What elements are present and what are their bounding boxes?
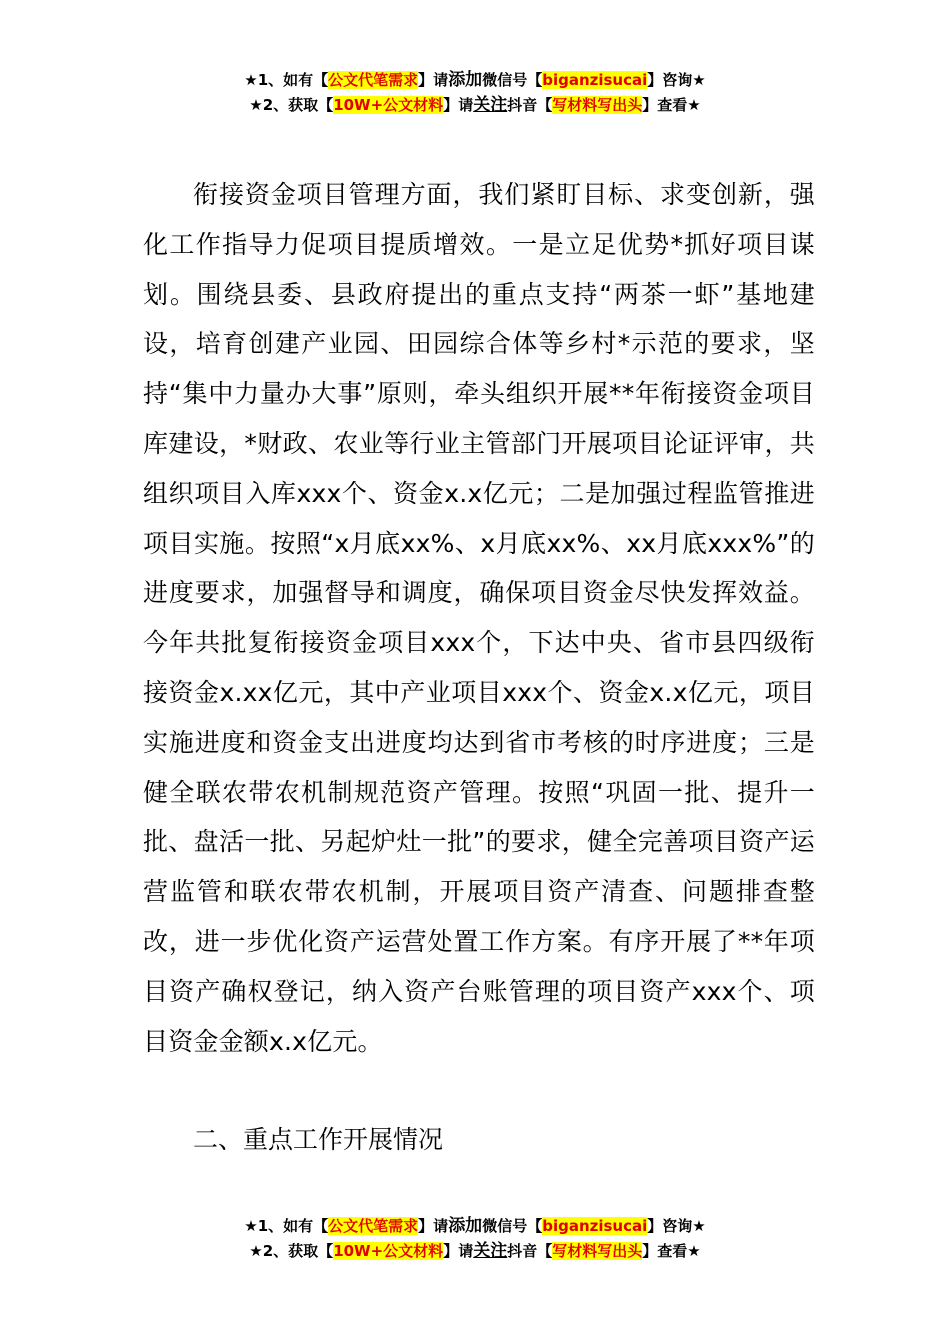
banner-text: 微信号【 bbox=[482, 71, 543, 89]
body-paragraph: 衔接资金项目管理方面，我们紧盯目标、求变创新，强化工作指导力促项目提质增效。一是立足优势*抓好项目谋划。围绕县委、县政府提出的重点支持“两茶一虾”基地建设，培育创建产业园、田园综合体等乡村*示范的要求，坚持“集中力量办大事”原则，牵头组织开展**年衔接资金项目库建设，*财政、农业等行业主管部门开展项目论证评审，共组织项目入库xxx个、资金x.x亿元；二是加强过程监管推进项目实施。按照“x月底xx%、x月底xx%、xx月底xxx%”的进度要求，加强督导和调度，确保项目资金尽快发挥效益。今年共批复衔接资金项目xxx个，下达中央、省市县四级衔接资金x.xx亿元，其中产业项目xxx个、资金x.x亿元，项目实施进度和资金支出进度均达到省市考核的时序进度；三是健全联农带农机制规范资产管理。按照“巩固一批、提升一批、盘活一批、另起炉灶一批”的要求，健全完善项目资产运营监管和联农带农机制，开展项目资产清查、问题排查整改，进一步优化资产运营处置工作方案。有序开展了**年项目资产确权登记，纳入资产台账管理的项目资产xxx个、项目资金金额x.x亿元。 bbox=[143, 180, 815, 1056]
banner-text: 】咨询★ bbox=[647, 1217, 706, 1235]
banner-text: 】请 bbox=[443, 1242, 474, 1260]
banner-text: ★2、获取【 bbox=[249, 1242, 334, 1260]
banner-emphasis: 关注 bbox=[473, 1241, 508, 1261]
document-body bbox=[143, 170, 815, 1066]
highlight-douyin: 写材料写出头 bbox=[552, 1242, 643, 1260]
banner-text: 】请 bbox=[443, 96, 474, 114]
banner-line-2 bbox=[0, 1239, 950, 1264]
highlight-materials: 10W+公文材料 bbox=[333, 96, 444, 114]
banner-text: ★2、获取【 bbox=[249, 96, 334, 114]
highlight-douyin: 写材料写出头 bbox=[552, 96, 643, 114]
banner-text: 】查看★ bbox=[642, 1242, 701, 1260]
banner-text: 抖音【 bbox=[507, 96, 553, 114]
banner-emphasis: 添加 bbox=[448, 70, 483, 90]
banner-text: 】查看★ bbox=[642, 96, 701, 114]
banner-text: 】咨询★ bbox=[647, 71, 706, 89]
banner-text: ★1、如有【 bbox=[244, 71, 329, 89]
banner-line-1 bbox=[0, 68, 950, 93]
highlight-wechat-id: biganzisucai bbox=[542, 71, 648, 89]
highlight-materials: 10W+公文材料 bbox=[333, 1242, 444, 1260]
banner-line-1 bbox=[0, 1214, 950, 1239]
banner-text: 微信号【 bbox=[482, 1217, 543, 1235]
footer-promo-banner bbox=[0, 1214, 950, 1264]
banner-text: 抖音【 bbox=[507, 1242, 553, 1260]
section-heading: 二、重点工作开展情况 bbox=[193, 1125, 444, 1154]
banner-text: ★1、如有【 bbox=[244, 1217, 329, 1235]
banner-emphasis: 关注 bbox=[473, 95, 508, 115]
banner-text: 】请 bbox=[418, 71, 449, 89]
highlight-wechat-id: biganzisucai bbox=[542, 1217, 648, 1235]
banner-line-2 bbox=[0, 93, 950, 118]
highlight-service: 公文代笔需求 bbox=[328, 1217, 419, 1235]
highlight-service: 公文代笔需求 bbox=[328, 71, 419, 89]
banner-text: 】请 bbox=[418, 1217, 449, 1235]
header-promo-banner bbox=[0, 68, 950, 118]
banner-emphasis: 添加 bbox=[448, 1216, 483, 1236]
